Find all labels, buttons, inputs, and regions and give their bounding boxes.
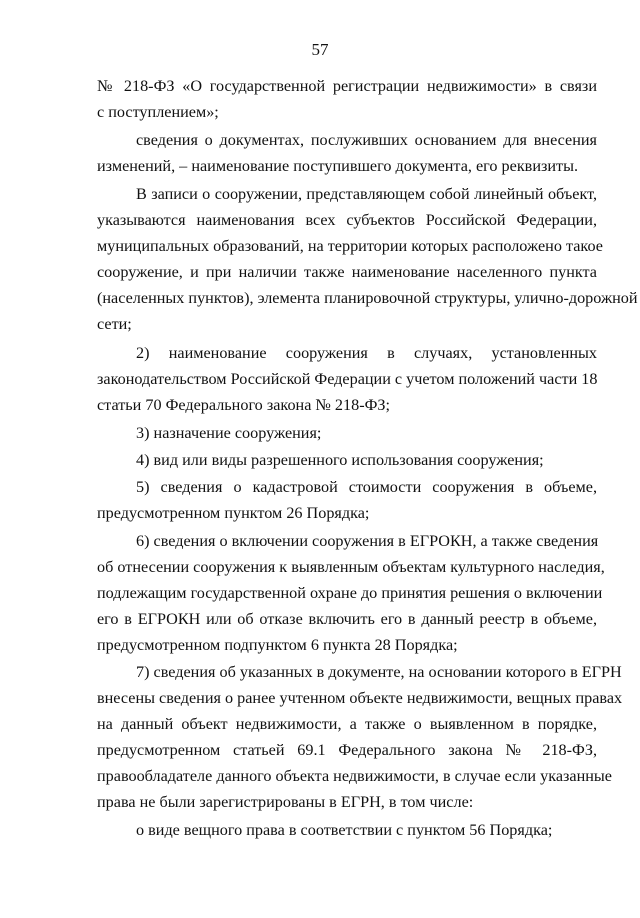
text-line: правообладателе данного объекта недвижимости, в случае если указанные — [97, 767, 612, 785]
text-line: сооружение, и при наличии также наименование населенного пункта — [97, 263, 597, 281]
text-line: об отнесении сооружения к выявленным объектам культурного наследия, — [97, 558, 605, 576]
text-line: с поступлением»; — [97, 103, 219, 121]
text-line: указываются наименования всех субъектов Российской Федерации, — [97, 211, 597, 229]
text-line: (населенных пунктов), элемента планировочной структуры, улично-дорожной — [97, 289, 638, 307]
text-line: 4) вид или виды разрешенного использования сооружения; — [136, 451, 544, 469]
text-line: его в ЕГРОКН или об отказе включить его в данный реестр в объеме, — [97, 610, 597, 628]
text-line: сведения о документах, послуживших основанием для внесения — [136, 131, 597, 149]
text-line: внесены сведения о ранее учтенном объекте недвижимости, вещных правах — [97, 689, 623, 707]
text-line: предусмотренном пунктом 26 Порядка; — [97, 504, 370, 522]
text-line: подлежащим государственной охране до принятия решения о включении — [97, 584, 603, 602]
text-line: 3) назначение сооружения; — [136, 424, 322, 442]
text-line: изменений, – наименование поступившего документа, его реквизиты. — [97, 157, 579, 175]
text-line: муниципальных образований, на территории которых расположено такое — [97, 237, 603, 255]
text-line: о виде вещного права в соответствии с пунктом 56 Порядка; — [136, 821, 553, 839]
text-line: 7) сведения об указанных в документе, на основании которого в ЕГРН — [136, 663, 622, 681]
page-number: 57 — [311, 40, 329, 59]
text-line: 2) наименование сооружения в случаях, установленных — [136, 344, 597, 362]
text-line: сети; — [97, 315, 132, 333]
text-line: 6) сведения о включении сооружения в ЕГРОКН, а также сведения — [136, 532, 599, 550]
text-line: предусмотренном статьей 69.1 Федерального закона № 218-ФЗ, — [97, 741, 597, 759]
text-line: на данный объект недвижимости, а также о выявленном в порядке, — [97, 715, 597, 733]
text-line: В записи о сооружении, представляющем собой линейный объект, — [136, 185, 597, 203]
text-line: законодательством Российской Федерации с учетом положений части 18 — [97, 370, 598, 388]
text-line: предусмотренном подпунктом 6 пункта 28 Порядка; — [97, 636, 458, 654]
text-line: права не были зарегистрированы в ЕГРН, в том числе: — [97, 793, 474, 811]
text-line: № 218-ФЗ «О государственной регистрации недвижимости» в связи — [97, 77, 597, 95]
text-line: статьи 70 Федерального закона № 218-ФЗ; — [97, 396, 390, 414]
text-line: 5) сведения о кадастровой стоимости сооружения в объеме, — [136, 478, 597, 496]
